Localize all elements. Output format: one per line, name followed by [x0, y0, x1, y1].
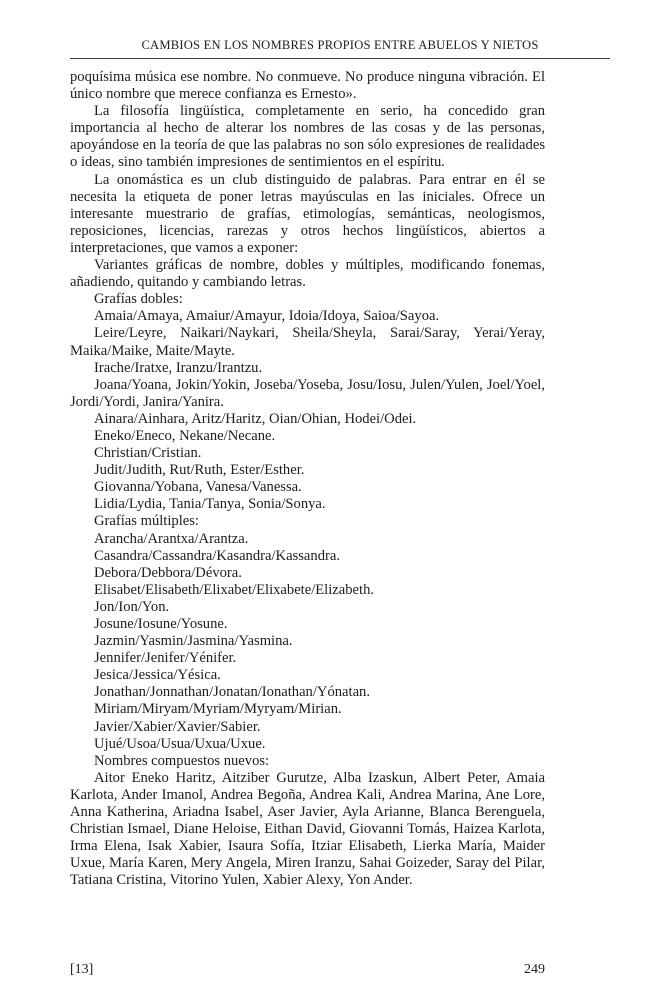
header-rule	[70, 58, 610, 59]
name-list-item: Giovanna/Yobana, Vanesa/Vanessa.	[94, 479, 302, 496]
name-list-item: Judit/Judith, Rut/Ruth, Ester/Esther.	[94, 462, 305, 479]
name-list-item: Debora/Debbora/Dévora.	[94, 564, 242, 581]
paragraph-continuation: poquísima música ese nombre. No conmueve. No produce ninguna vibración. El único nombre que merece confianza es Ernesto».	[70, 69, 545, 103]
running-header: CAMBIOS EN LOS NOMBRES PROPIOS ENTRE ABUELOS Y NIETOS	[141, 38, 539, 52]
name-list-item: Christian/Cristian.	[94, 445, 202, 462]
name-list-item: Irache/Iratxe, Iranzu/Irantzu.	[94, 359, 263, 376]
name-list-item: Amaia/Amaya, Amaiur/Amayur, Idoia/Idoya, Saioa/Sayoa.	[94, 308, 440, 325]
name-list-item: Casandra/Cassandra/Kasandra/Kassandra.	[94, 547, 340, 564]
name-list-item: Elisabet/Elisabeth/Elixabet/Elixabete/Elizabeth.	[94, 581, 375, 598]
name-list-item: Ujué/Usoa/Usua/Uxua/Uxue.	[94, 735, 266, 752]
section-label-double: Grafías dobles:	[94, 291, 183, 308]
section-label-multiple: Grafías múltiples:	[94, 513, 199, 530]
name-list-item: Javier/Xabier/Xavier/Sabier.	[94, 718, 261, 735]
name-list-item: Arancha/Arantxa/Arantza.	[94, 530, 249, 547]
page-body	[70, 69, 545, 890]
page-number: 249	[524, 962, 545, 977]
name-list-item: Ainara/Ainhara, Aritz/Haritz, Oian/Ohian, Hodei/Odei.	[94, 410, 417, 427]
name-list-item: Jazmin/Yasmin/Jasmina/Yasmina.	[94, 633, 293, 650]
name-list-item: Lidia/Lydia, Tania/Tanya, Sonia/Sonya.	[94, 496, 326, 513]
name-list-item: Jennifer/Jenifer/Yénifer.	[94, 650, 237, 667]
paragraph-philosophy: La filosofía lingüística, completamente en serio, ha concedido gran importancia al hecho de alterar los nombres de las cosas y de las personas, apoyándose en la teoría de que las palabras no son sólo expresiones de realidades o ideas, sino también impresiones de sentimientos en el espíritu.	[70, 103, 545, 171]
name-list-item: Joana/Yoana, Jokin/Yokin, Joseba/Yoseba, Josu/Iosu, Julen/Yulen, Joel/Yoel, Jordi/Yordi, Janira/Yanira.	[70, 376, 545, 410]
name-list-item: Miriam/Miryam/Myriam/Myryam/Mirian.	[94, 701, 342, 718]
name-list-item: Josune/Iosune/Yosune.	[94, 616, 228, 632]
paragraph-variants-intro: Variantes gráficas de nombre, dobles y múltiples, modificando fonemas, añadiendo, quitando y cambiando letras.	[70, 257, 545, 291]
compound-names-paragraph: Aitor Eneko Haritz, Aitziber Gurutze, Alba Izaskun, Albert Peter, Amaia Karlota, Ander Imanol, Andrea Begoña, Andrea Kali, Andrea Marina, Ane Lore, Anna Katherina, Ariadna Isabel, Aser Javier, Ayla Arianne, Blanca Berenguela, Christian Ismael, Diane Heloise, Eithan David, Giovanni Tomás, Haizea Karlota, Irma Elena, Isak Xabier, Isaura Sofía, Itziar Elisabeth, Lierka María, Maider Uxue, María Karen, Mery Angela, Miren Iranzu, Sahai Goizeder, Saray del Pilar, Tatiana Cristina, Vitorino Yulen, Xabier Alexy, Yon Ander.	[70, 769, 545, 889]
page-reference: [13]	[70, 962, 94, 977]
paragraph-onomastics: La onomástica es un club distinguido de palabras. Para entrar en él se necesita la etiqueta de poner letras mayúsculas en las iniciales. Ofrece un interesante muestrario de grafías, etimologías, semánticas, neologismos, reposiciones, licencias, rarezas y otros hechos lingüísticos, abiertos a interpretaciones, que vamos a exponer:	[70, 171, 545, 256]
name-list-item: Leire/Leyre, Naikari/Naykari, Sheila/Sheyla, Sarai/Saray, Yerai/Yeray, Maika/Maike, Maite/Mayte.	[70, 325, 545, 359]
name-list-item: Jonathan/Jonnathan/Jonatan/Ionathan/Yónatan.	[94, 684, 370, 701]
name-list-item: Jon/Ion/Yon.	[94, 598, 170, 615]
name-list-item: Eneko/Eneco, Nekane/Necane.	[94, 427, 276, 444]
section-label-compound: Nombres compuestos nuevos:	[94, 752, 270, 769]
name-list-item: Jesica/Jessica/Yésica.	[94, 667, 221, 684]
